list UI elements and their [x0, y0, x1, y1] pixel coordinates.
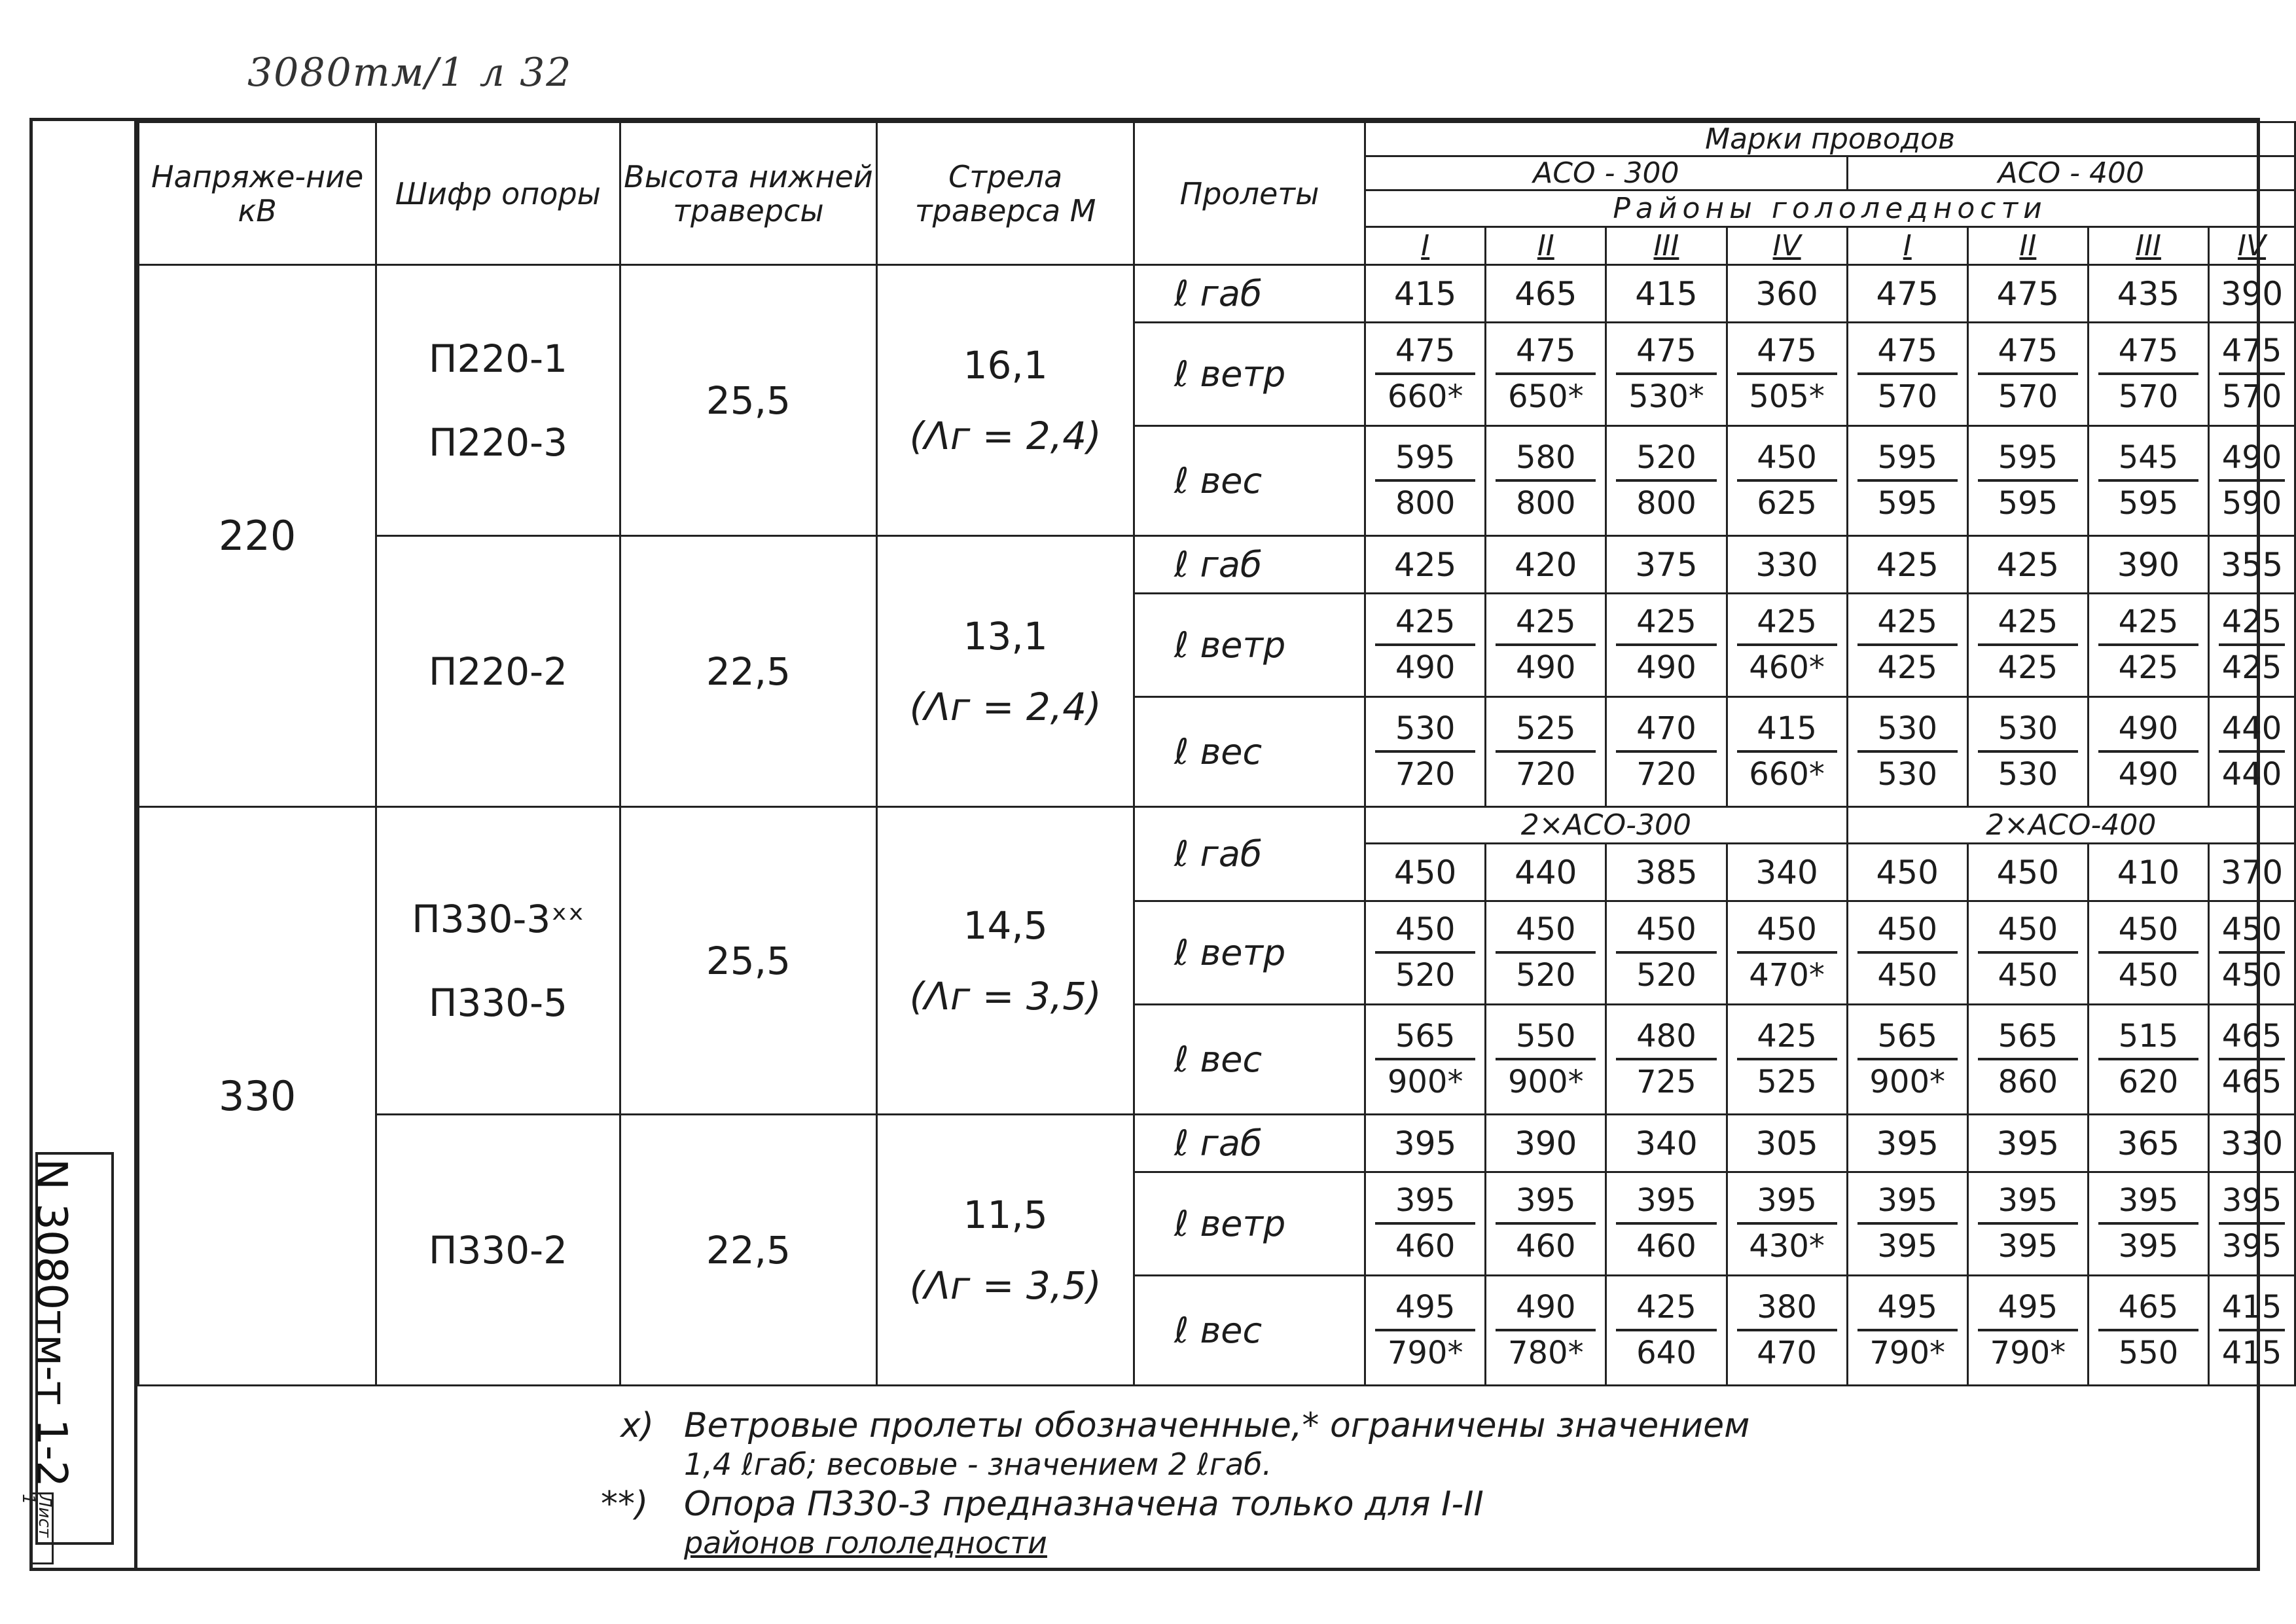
span-value-vetr	[2209, 901, 2295, 1005]
value-top: 545	[2098, 440, 2198, 481]
sheet-label: Лист	[35, 1494, 54, 1538]
span-value-ves	[2088, 426, 2208, 536]
value-top: 595	[1375, 440, 1475, 481]
value-bottom: 790*	[1387, 1334, 1463, 1371]
value-top: 395	[1375, 1183, 1475, 1224]
value-top: 520	[1616, 440, 1716, 481]
value-top: 425	[1616, 604, 1716, 645]
wire-header-left: 2×АСО-300	[1365, 807, 1848, 844]
value-top: 490	[1496, 1290, 1596, 1331]
crossarm-height: 22,5	[620, 536, 877, 807]
value-bottom: 860	[1998, 1063, 2058, 1100]
value-bottom: 595	[1998, 484, 2058, 522]
support-code: П220-1	[428, 336, 567, 381]
span-value-gab: 420	[1486, 536, 1606, 594]
header-aco300: АСО - 300	[1365, 156, 1848, 190]
value-top: 515	[2098, 1019, 2198, 1060]
top-handwritten-note: 3080тм/1 л 32	[247, 50, 573, 96]
span-value-gab: 385	[1606, 844, 1727, 901]
value-bottom: 570	[2118, 378, 2179, 415]
value-top: 425	[1737, 604, 1837, 645]
value-top: 395	[1737, 1183, 1837, 1224]
footnote-line-1: Ветровые пролеты обозначенные,* ограничены значением	[684, 1406, 1750, 1445]
span-value-vetr	[1967, 594, 2088, 697]
span-value-ves	[2088, 1276, 2208, 1386]
span-value-gab: 395	[1365, 1115, 1486, 1172]
value-top: 395	[2098, 1183, 2198, 1224]
value-top: 450	[1496, 912, 1596, 953]
span-value-gab: 375	[1606, 536, 1727, 594]
value-bottom: 425	[2221, 649, 2282, 686]
header-region-1: I	[1365, 227, 1486, 265]
span-label-gab: ℓ габ	[1134, 807, 1365, 901]
crossarm-arm-note: (Λг = 2,4)	[909, 684, 1102, 729]
value-top: 415	[1737, 711, 1837, 752]
header-region-7: III	[2088, 227, 2208, 265]
value-top: 425	[2098, 604, 2198, 645]
span-value-gab: 395	[1847, 1115, 1967, 1172]
span-value-vetr	[1606, 594, 1727, 697]
span-label-gab: ℓ габ	[1134, 536, 1365, 594]
crossarm-arm-cell	[877, 807, 1134, 1115]
span-value-vetr	[1606, 1172, 1727, 1276]
span-value-vetr	[1727, 1172, 1847, 1276]
voltage-cell: 220	[139, 265, 376, 807]
value-top: 475	[2219, 333, 2285, 374]
value-top: 530	[1857, 711, 1958, 752]
value-bottom: 395	[1877, 1227, 1938, 1265]
value-top: 425	[1375, 604, 1475, 645]
span-value-ves	[1727, 1005, 1847, 1115]
value-bottom: 595	[2118, 484, 2179, 522]
span-value-vetr	[2088, 594, 2208, 697]
value-bottom: 625	[1757, 484, 1817, 522]
header-region-6: II	[1967, 227, 2088, 265]
value-bottom: 460*	[1749, 649, 1825, 686]
span-value-gab: 415	[1365, 265, 1486, 323]
span-label-ves: ℓ вес	[1134, 1276, 1365, 1386]
value-bottom: 660*	[1749, 755, 1825, 793]
span-value-gab: 450	[1967, 844, 2088, 901]
span-value-vetr	[1727, 323, 1847, 426]
span-label-vetr: ℓ ветр	[1134, 323, 1365, 426]
header-support-code: Шифр опоры	[376, 122, 620, 265]
support-code: П330-2	[428, 1227, 567, 1272]
span-value-gab: 465	[1486, 265, 1606, 323]
value-bottom: 790*	[1990, 1334, 2066, 1371]
span-value-gab: 425	[1967, 536, 2088, 594]
span-value-vetr	[1365, 901, 1486, 1005]
value-top: 530	[1978, 711, 2078, 752]
span-value-gab: 475	[1967, 265, 2088, 323]
footnote-mark-2: **)	[601, 1485, 649, 1524]
value-bottom: 520	[1515, 956, 1576, 994]
span-value-vetr	[1847, 323, 1967, 426]
value-top: 475	[1616, 333, 1716, 374]
span-value-vetr	[2088, 323, 2208, 426]
span-value-vetr	[1486, 1172, 1606, 1276]
value-top: 450	[2098, 912, 2198, 953]
value-top: 550	[1496, 1019, 1596, 1060]
header-crossarm-height: Высота нижней траверсы	[620, 122, 877, 265]
value-bottom: 470	[1757, 1334, 1817, 1371]
value-bottom: 570	[2221, 378, 2282, 415]
span-value-ves	[1967, 1276, 2088, 1386]
support-code: П330-3ˣˣ	[412, 896, 584, 941]
span-value-ves	[1606, 426, 1727, 536]
crossarm-arm: 11,5	[963, 1192, 1048, 1237]
crossarm-arm-cell	[877, 1115, 1134, 1386]
value-top: 525	[1496, 711, 1596, 752]
span-value-ves	[2209, 697, 2295, 807]
value-bottom: 415	[2221, 1334, 2282, 1371]
value-top: 530	[1375, 711, 1475, 752]
value-top: 425	[1737, 1019, 1837, 1060]
crossarm-height: 25,5	[620, 807, 877, 1115]
span-value-gab: 475	[1847, 265, 1967, 323]
document-code: N 3080тм-т 1-2	[27, 1159, 75, 1487]
span-value-ves	[2209, 1276, 2295, 1386]
header-region-8: IV	[2209, 227, 2295, 265]
span-value-gab: 355	[2209, 536, 2295, 594]
span-value-vetr	[1606, 901, 1727, 1005]
support-code-cell	[376, 265, 620, 536]
span-value-ves	[1606, 1005, 1727, 1115]
value-top: 475	[1375, 333, 1475, 374]
span-value-ves	[1606, 697, 1727, 807]
value-top: 495	[1375, 1290, 1475, 1331]
span-value-ves	[1365, 1276, 1486, 1386]
value-bottom: 460	[1395, 1227, 1456, 1265]
header-wire-grades: Марки проводов	[1365, 122, 2295, 156]
value-top: 395	[2219, 1183, 2285, 1224]
span-value-vetr	[1967, 901, 2088, 1005]
value-top: 425	[1616, 1290, 1716, 1331]
value-bottom: 425	[1877, 649, 1938, 686]
span-label-vetr: ℓ ветр	[1134, 1172, 1365, 1276]
span-value-vetr	[1727, 594, 1847, 697]
value-top: 495	[1978, 1290, 2078, 1331]
span-label-ves: ℓ вес	[1134, 1005, 1365, 1115]
value-bottom: 530	[1998, 755, 2058, 793]
span-value-gab: 340	[1606, 1115, 1727, 1172]
span-label-vetr: ℓ ветр	[1134, 594, 1365, 697]
value-bottom: 530	[1877, 755, 1938, 793]
crossarm-height: 22,5	[620, 1115, 877, 1386]
crossarm-height: 25,5	[620, 265, 877, 536]
crossarm-arm: 13,1	[963, 613, 1048, 659]
value-bottom: 520	[1395, 956, 1456, 994]
value-bottom: 450	[2221, 956, 2282, 994]
header-crossarm-arm: Стрела траверса М	[877, 122, 1134, 265]
span-value-gab: 340	[1727, 844, 1847, 901]
span-value-vetr	[1486, 323, 1606, 426]
span-value-ves	[1365, 697, 1486, 807]
crossarm-arm-cell	[877, 536, 1134, 807]
value-bottom: 460	[1515, 1227, 1576, 1265]
span-value-gab: 390	[2088, 536, 2208, 594]
span-value-vetr	[1365, 594, 1486, 697]
span-value-vetr	[1847, 594, 1967, 697]
value-bottom: 780*	[1507, 1334, 1584, 1371]
value-bottom: 800	[1395, 484, 1456, 522]
value-bottom: 595	[1877, 484, 1938, 522]
span-value-ves	[2209, 426, 2295, 536]
span-value-ves	[1365, 1005, 1486, 1115]
header-ice-regions: Районы гололедности	[1365, 190, 2295, 227]
value-bottom: 525	[1757, 1063, 1817, 1100]
value-top: 440	[2219, 711, 2285, 752]
span-value-ves	[1727, 697, 1847, 807]
crossarm-arm-note: (Λг = 2,4)	[909, 413, 1102, 458]
footnote-line-3: Опора П330-3 предназначена только для I-II	[684, 1485, 1484, 1524]
span-value-vetr	[1847, 901, 1967, 1005]
span-value-ves	[1727, 1276, 1847, 1386]
span-value-gab: 370	[2209, 844, 2295, 901]
value-bottom: 790*	[1869, 1334, 1946, 1371]
span-label-vetr: ℓ ветр	[1134, 901, 1365, 1005]
support-code-cell	[376, 807, 620, 1115]
header-region-4: IV	[1727, 227, 1847, 265]
span-value-ves	[2209, 1005, 2295, 1115]
value-bottom: 490	[1636, 649, 1696, 686]
value-top: 450	[1375, 912, 1475, 953]
span-label-gab: ℓ габ	[1134, 265, 1365, 323]
value-top: 450	[1737, 912, 1837, 953]
span-value-ves	[1486, 426, 1606, 536]
span-value-vetr	[1727, 901, 1847, 1005]
wire-header-right: 2×АСО-400	[1847, 807, 2295, 844]
span-value-vetr	[1486, 901, 1606, 1005]
span-value-ves	[1486, 1276, 1606, 1386]
value-bottom: 720	[1515, 755, 1576, 793]
value-bottom: 620	[2118, 1063, 2179, 1100]
span-value-ves	[1967, 426, 2088, 536]
span-value-ves	[1967, 1005, 2088, 1115]
span-value-gab: 390	[2209, 265, 2295, 323]
span-value-ves	[1365, 426, 1486, 536]
support-code: П330-5	[428, 980, 567, 1025]
value-top: 595	[1857, 440, 1958, 481]
value-top: 580	[1496, 440, 1596, 481]
value-bottom: 800	[1636, 484, 1696, 522]
span-value-gab: 415	[1606, 265, 1727, 323]
value-top: 475	[1496, 333, 1596, 374]
value-top: 425	[1978, 604, 2078, 645]
value-bottom: 520	[1636, 956, 1696, 994]
support-code-cell	[376, 1115, 620, 1386]
value-bottom: 395	[2118, 1227, 2179, 1265]
span-label-gab: ℓ габ	[1134, 1115, 1365, 1172]
value-top: 475	[1857, 333, 1958, 374]
value-bottom: 590	[2221, 484, 2282, 522]
span-value-ves	[1847, 1276, 1967, 1386]
header-aco400: АСО - 400	[1847, 156, 2295, 190]
value-bottom: 470*	[1749, 956, 1825, 994]
value-top: 490	[2219, 440, 2285, 481]
value-bottom: 425	[2118, 649, 2179, 686]
value-top: 565	[1857, 1019, 1958, 1060]
value-bottom: 900*	[1507, 1063, 1584, 1100]
value-bottom: 900*	[1387, 1063, 1463, 1100]
value-top: 465	[2098, 1290, 2198, 1331]
value-bottom: 395	[2221, 1227, 2282, 1265]
header-region-2: II	[1486, 227, 1606, 265]
footnote-line-4: районов гололедности	[684, 1525, 1047, 1561]
value-bottom: 430*	[1749, 1227, 1825, 1265]
span-value-gab: 330	[2209, 1115, 2295, 1172]
crossarm-arm: 14,5	[963, 903, 1048, 948]
span-value-vetr	[2209, 1172, 2295, 1276]
value-bottom: 570	[1877, 378, 1938, 415]
sheet-number: 1	[18, 1494, 38, 1505]
footnote-line-2: 1,4 ℓгаб; весовые - значением 2 ℓгаб.	[684, 1447, 1272, 1482]
span-value-gab: 425	[1847, 536, 1967, 594]
header-spans: Пролеты	[1134, 122, 1365, 265]
span-value-vetr	[1967, 1172, 2088, 1276]
value-bottom: 550	[2118, 1334, 2179, 1371]
value-bottom: 450	[1877, 956, 1938, 994]
span-value-gab: 395	[1967, 1115, 2088, 1172]
span-value-gab: 360	[1727, 265, 1847, 323]
value-bottom: 650*	[1507, 378, 1584, 415]
value-bottom: 450	[2118, 956, 2179, 994]
span-value-ves	[2088, 1005, 2208, 1115]
value-top: 450	[1616, 912, 1716, 953]
header-region-3: III	[1606, 227, 1727, 265]
value-top: 425	[1857, 604, 1958, 645]
span-value-vetr	[1606, 323, 1727, 426]
value-bottom: 505*	[1749, 378, 1825, 415]
header-voltage: Напряже-ние кВ	[139, 122, 376, 265]
value-top: 565	[1978, 1019, 2078, 1060]
span-value-ves	[1847, 426, 1967, 536]
value-bottom: 425	[1998, 649, 2058, 686]
crossarm-arm-note: (Λг = 3,5)	[909, 1263, 1102, 1308]
value-bottom: 800	[1515, 484, 1576, 522]
value-top: 395	[1496, 1183, 1596, 1224]
span-value-gab: 390	[1486, 1115, 1606, 1172]
value-bottom: 465	[2221, 1063, 2282, 1100]
value-top: 395	[1978, 1183, 2078, 1224]
value-bottom: 440	[2221, 755, 2282, 793]
span-value-ves	[1847, 697, 1967, 807]
span-value-gab: 450	[1365, 844, 1486, 901]
span-value-ves	[2088, 697, 2208, 807]
span-value-gab: 435	[2088, 265, 2208, 323]
value-top: 450	[1857, 912, 1958, 953]
value-top: 425	[2219, 604, 2285, 645]
span-value-gab: 410	[2088, 844, 2208, 901]
value-bottom: 720	[1395, 755, 1456, 793]
span-value-vetr	[1365, 323, 1486, 426]
span-value-ves	[1967, 697, 2088, 807]
value-bottom: 395	[1998, 1227, 2058, 1265]
support-code: П220-2	[428, 649, 567, 694]
value-bottom: 490	[1395, 649, 1456, 686]
span-value-ves	[1727, 426, 1847, 536]
span-value-ves	[1847, 1005, 1967, 1115]
value-top: 465	[2219, 1019, 2285, 1060]
value-top: 480	[1616, 1019, 1716, 1060]
value-bottom: 530*	[1628, 378, 1704, 415]
value-bottom: 460	[1636, 1227, 1696, 1265]
crossarm-arm-note: (Λг = 3,5)	[909, 973, 1102, 1019]
span-value-vetr	[1365, 1172, 1486, 1276]
value-bottom: 660*	[1387, 378, 1463, 415]
span-value-gab: 305	[1727, 1115, 1847, 1172]
span-value-vetr	[1967, 323, 2088, 426]
value-top: 450	[1737, 440, 1837, 481]
value-top: 475	[2098, 333, 2198, 374]
span-value-gab: 365	[2088, 1115, 2208, 1172]
span-value-gab: 425	[1365, 536, 1486, 594]
value-top: 395	[1857, 1183, 1958, 1224]
value-bottom: 900*	[1869, 1063, 1946, 1100]
span-value-vetr	[2209, 323, 2295, 426]
value-top: 395	[1616, 1183, 1716, 1224]
span-value-ves	[1486, 1005, 1606, 1115]
span-value-gab: 440	[1486, 844, 1606, 901]
value-top: 490	[2098, 711, 2198, 752]
value-bottom: 450	[1998, 956, 2058, 994]
value-top: 450	[2219, 912, 2285, 953]
footnote-mark-1: х)	[620, 1406, 655, 1445]
value-top: 595	[1978, 440, 2078, 481]
span-value-ves	[1486, 697, 1606, 807]
value-top: 450	[1978, 912, 2078, 953]
span-label-ves: ℓ вес	[1134, 697, 1365, 807]
value-top: 565	[1375, 1019, 1475, 1060]
support-code: П220-3	[428, 420, 567, 465]
header-region-5: I	[1847, 227, 1967, 265]
value-bottom: 570	[1998, 378, 2058, 415]
value-bottom: 725	[1636, 1063, 1696, 1100]
value-top: 415	[2219, 1290, 2285, 1331]
span-value-vetr	[2088, 901, 2208, 1005]
span-value-vetr	[1486, 594, 1606, 697]
spans-table	[137, 121, 2296, 1386]
span-value-vetr	[2209, 594, 2295, 697]
value-top: 475	[1978, 333, 2078, 374]
value-top: 380	[1737, 1290, 1837, 1331]
crossarm-arm-cell	[877, 265, 1134, 536]
span-value-ves	[1606, 1276, 1727, 1386]
value-top: 495	[1857, 1290, 1958, 1331]
voltage-cell: 330	[139, 807, 376, 1386]
span-value-gab: 450	[1847, 844, 1967, 901]
span-label-ves: ℓ вес	[1134, 426, 1365, 536]
value-bottom: 640	[1636, 1334, 1696, 1371]
value-top: 425	[1496, 604, 1596, 645]
value-bottom: 490	[2118, 755, 2179, 793]
crossarm-arm: 16,1	[963, 342, 1048, 388]
value-bottom: 490	[1515, 649, 1576, 686]
value-top: 475	[1737, 333, 1837, 374]
value-bottom: 720	[1636, 755, 1696, 793]
span-value-gab: 330	[1727, 536, 1847, 594]
support-code-cell	[376, 536, 620, 807]
span-value-vetr	[1847, 1172, 1967, 1276]
value-top: 470	[1616, 711, 1716, 752]
span-value-vetr	[2088, 1172, 2208, 1276]
